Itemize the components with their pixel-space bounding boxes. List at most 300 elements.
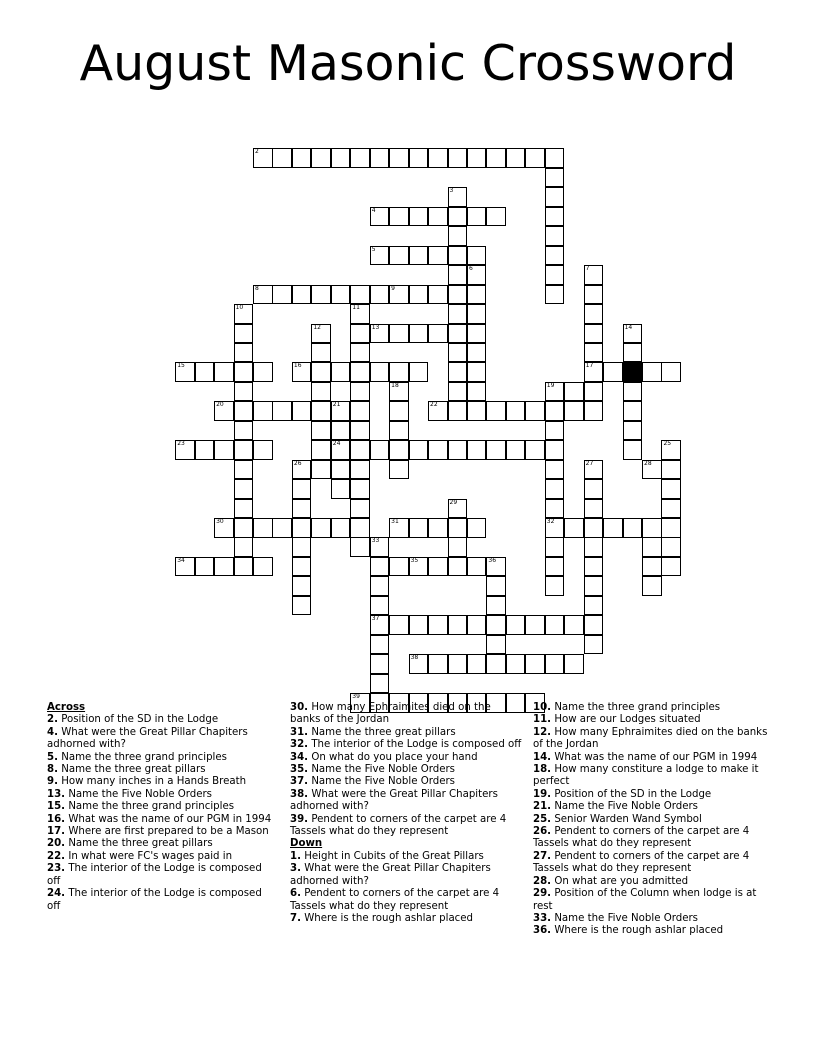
crossword-cell[interactable] [545,382,565,402]
crossword-cell[interactable] [642,362,662,382]
crossword-cell[interactable] [389,421,409,441]
crossword-cell[interactable] [389,557,409,577]
crossword-cell[interactable] [350,440,370,460]
crossword-cell[interactable] [525,615,545,635]
crossword-cell[interactable] [370,246,390,266]
clue-number: 12 [313,323,321,331]
crossword-cell[interactable] [234,479,254,499]
crossword-cell[interactable] [253,148,273,168]
crossword-cell[interactable] [389,518,409,538]
crossword-cell[interactable] [661,362,681,382]
crossword-cell[interactable] [467,654,487,674]
crossword-cell[interactable] [409,285,429,305]
crossword-cell[interactable] [409,518,429,538]
clue-number: 9 [391,284,395,292]
crossword-cell[interactable] [331,479,351,499]
crossword-cell[interactable] [448,226,468,246]
crossword-cell[interactable] [234,421,254,441]
crossword-cell[interactable] [545,148,565,168]
crossword-cell[interactable] [486,148,506,168]
crossword-cell[interactable] [292,596,312,616]
crossword-cell[interactable] [661,479,681,499]
crossword-cell[interactable] [389,440,409,460]
crossword-cell[interactable] [389,324,409,344]
crossword-cell[interactable] [467,324,487,344]
clue-item-number: 21. [533,801,552,813]
crossword-cell[interactable] [448,187,468,207]
crossword-cell[interactable] [311,421,331,441]
crossword-cell[interactable] [486,576,506,596]
crossword-cell[interactable] [331,148,351,168]
crossword-cell[interactable] [467,440,487,460]
crossword-cell[interactable] [623,382,643,402]
crossword-cell[interactable] [389,148,409,168]
crossword-cell[interactable] [584,499,604,519]
crossword-cell[interactable] [467,207,487,227]
crossword-cell[interactable] [448,518,468,538]
crossword-cell[interactable] [311,324,331,344]
crossword-cell[interactable] [234,499,254,519]
crossword-cell[interactable] [603,362,623,382]
crossword-cell[interactable] [370,557,390,577]
crossword-cell[interactable] [370,596,390,616]
crossword-cell[interactable] [234,440,254,460]
crossword-cell[interactable] [486,615,506,635]
crossword-cell[interactable] [661,518,681,538]
crossword-cell[interactable] [195,362,215,382]
crossword-cell[interactable] [389,362,409,382]
crossword-cell[interactable] [448,324,468,344]
crossword-cell[interactable] [623,421,643,441]
crossword-cell[interactable] [311,401,331,421]
crossword-cell[interactable] [545,654,565,674]
crossword-cell[interactable] [584,265,604,285]
crossword-cell[interactable] [370,207,390,227]
crossword-cell[interactable] [545,285,565,305]
crossword-cell[interactable] [292,362,312,382]
crossword-cell[interactable] [292,537,312,557]
crossword-cell[interactable] [311,285,331,305]
crossword-cell[interactable] [428,148,448,168]
crossword-cell[interactable] [350,148,370,168]
crossword-cell[interactable] [234,460,254,480]
crossword-cell[interactable] [370,285,390,305]
crossword-cell[interactable] [214,518,234,538]
crossword-cell[interactable] [486,401,506,421]
crossword-cell[interactable] [331,518,351,538]
crossword-cell[interactable] [623,343,643,363]
crossword-cell[interactable] [584,382,604,402]
crossword-cell[interactable] [545,499,565,519]
crossword-cell[interactable] [467,285,487,305]
crossword-cell[interactable] [428,246,448,266]
crossword-cell[interactable] [292,557,312,577]
crossword-cell[interactable] [214,401,234,421]
crossword-cell[interactable] [350,499,370,519]
crossword-cell[interactable] [350,401,370,421]
crossword-cell[interactable] [623,324,643,344]
clue-item-text: What was the name of our PGM in 1994 [68,813,272,825]
crossword-cell[interactable] [448,304,468,324]
crossword-cell[interactable] [331,401,351,421]
crossword-cell[interactable] [642,518,662,538]
crossword-cell[interactable] [661,557,681,577]
crossword-cell[interactable] [331,440,351,460]
crossword-cell[interactable] [175,362,195,382]
crossword-cell[interactable] [311,460,331,480]
crossword-cell[interactable] [350,518,370,538]
crossword-cell[interactable] [525,148,545,168]
crossword-cell[interactable] [623,518,643,538]
crossword-cell[interactable] [545,207,565,227]
clue-number: 35 [410,556,419,564]
crossword-cell[interactable] [642,460,662,480]
crossword-cell[interactable] [409,615,429,635]
crossword-cell[interactable] [389,207,409,227]
across-header: Across [47,702,86,713]
crossword-cell[interactable] [448,343,468,363]
crossword-cell[interactable] [545,576,565,596]
crossword-cell[interactable] [370,537,390,557]
crossword-cell[interactable] [389,401,409,421]
crossword-cell[interactable] [370,674,390,694]
clue-item-number: 30. [290,702,309,713]
crossword-cell[interactable] [409,440,429,460]
crossword-cell[interactable] [584,343,604,363]
crossword-cell[interactable] [467,557,487,577]
crossword-cell[interactable] [234,324,254,344]
crossword-cell[interactable] [311,382,331,402]
crossword-cell[interactable] [292,285,312,305]
crossword-cell[interactable] [584,401,604,421]
crossword-cell[interactable] [409,148,429,168]
crossword-cell[interactable] [564,615,584,635]
crossword-cell[interactable] [584,615,604,635]
crossword-cell[interactable] [545,168,565,188]
crossword-cell[interactable] [234,401,254,421]
crossword-cell[interactable] [467,401,487,421]
clue-number: 14 [624,323,633,331]
crossword-cell[interactable] [370,654,390,674]
crossword-cell[interactable] [584,324,604,344]
crossword-cell[interactable] [642,576,662,596]
clue-item-text: Name the three grand principles [68,801,235,813]
crossword-cell[interactable] [370,635,390,655]
crossword-cell[interactable] [486,557,506,577]
crossword-cell[interactable] [467,518,487,538]
clue-number: 32 [546,518,555,525]
crossword-cell[interactable] [506,615,526,635]
crossword-cell[interactable] [253,362,273,382]
crossword-cell[interactable] [214,362,234,382]
crossword-cell[interactable] [272,148,292,168]
crossword-cell[interactable] [292,576,312,596]
crossword-cell[interactable] [350,285,370,305]
clue-item-text: Name the three great pillars [68,838,213,850]
crossword-cell[interactable] [272,285,292,305]
crossword-cell[interactable] [545,246,565,266]
crossword-cell[interactable] [467,382,487,402]
crossword-cell[interactable] [448,265,468,285]
clue-item-text: How many constiture a lodge to make it perfect [533,764,759,788]
crossword-cell[interactable] [467,304,487,324]
clue-item [290,851,522,863]
clue-item-number: 32. [290,739,309,751]
crossword-cell[interactable] [234,362,254,382]
crossword-cell[interactable] [292,460,312,480]
clue-item-text: The interior of the Lodge is composed off [47,888,262,912]
crossword-cell[interactable] [272,401,292,421]
crossword-cell[interactable] [642,537,662,557]
clue-item-text: Where are first prepared to be a Mason [68,826,269,838]
crossword-cell[interactable] [486,596,506,616]
crossword-cell[interactable] [234,518,254,538]
crossword-cell[interactable] [389,460,409,480]
crossword-cell[interactable] [292,401,312,421]
crossword-cell[interactable] [428,557,448,577]
clue-number: 31 [391,518,399,525]
crossword-cell[interactable] [545,557,565,577]
crossword-cell[interactable] [311,362,331,382]
crossword-cell[interactable] [623,401,643,421]
crossword-cell[interactable] [448,615,468,635]
crossword-cell[interactable] [428,440,448,460]
crossword-cell[interactable] [370,440,390,460]
crossword-cell[interactable] [370,324,390,344]
crossword-cell[interactable] [486,440,506,460]
crossword-cell[interactable] [448,537,468,557]
crossword-cell[interactable] [292,148,312,168]
crossword-cell[interactable] [253,518,273,538]
crossword-cell[interactable] [584,362,604,382]
crossword-cell[interactable] [584,460,604,480]
crossword-cell[interactable] [584,285,604,305]
crossword-cell[interactable] [350,324,370,344]
crossword-cell[interactable] [584,596,604,616]
clue-item-text: Name the three great pillars [61,764,206,776]
crossword-cell[interactable] [253,285,273,305]
crossword-cell[interactable] [525,654,545,674]
crossword-cell[interactable] [350,537,370,557]
crossword-cell[interactable] [545,265,565,285]
clue-item-text: Name the Five Noble Orders [311,776,455,788]
crossword-cell[interactable] [525,440,545,460]
clue-item-text: Position of the Column when lodge is at rest [533,888,757,912]
crossword-cell[interactable] [428,518,448,538]
crossword-cell[interactable] [564,401,584,421]
crossword-cell[interactable] [564,654,584,674]
crossword-cell[interactable] [311,343,331,363]
crossword-cell[interactable] [545,518,565,538]
crossword-cell[interactable] [545,537,565,557]
crossword-cell[interactable] [584,304,604,324]
crossword-cell[interactable] [584,518,604,538]
crossword-cell[interactable] [272,518,292,538]
crossword-cell[interactable] [292,499,312,519]
crossword-cell[interactable] [448,285,468,305]
crossword-cell[interactable] [448,401,468,421]
crossword-cell[interactable] [389,615,409,635]
clue-item-number: 24. [47,888,66,900]
crossword-cell[interactable] [661,460,681,480]
crossword-cell[interactable] [370,615,390,635]
clue-item-number: 6. [290,888,301,900]
clue-item [290,764,522,776]
crossword-cell[interactable] [409,654,429,674]
crossword-cell[interactable] [370,576,390,596]
crossword-cell[interactable] [448,362,468,382]
clue-item [290,776,522,788]
crossword-cell[interactable] [350,343,370,363]
crossword-cell[interactable] [564,518,584,538]
crossword-cell[interactable] [448,382,468,402]
crossword-cell[interactable] [234,304,254,324]
clue-item-text: Pendent to corners of the carpet are 4 Tassels what do they represent [290,888,500,912]
crossword-cell[interactable] [234,343,254,363]
crossword-cell[interactable] [467,265,487,285]
crossword-cell[interactable] [467,343,487,363]
crossword-cell[interactable] [331,362,351,382]
crossword-cell[interactable] [545,401,565,421]
crossword-cell[interactable] [311,148,331,168]
clue-item-text: The interior of the Lodge is composed off [47,863,262,887]
crossword-cell[interactable] [584,537,604,557]
crossword-cell[interactable] [467,148,487,168]
crossword-cell[interactable] [506,440,526,460]
clue-number: 7 [585,265,590,273]
crossword-cell[interactable] [584,557,604,577]
crossword-cell[interactable] [409,324,429,344]
crossword-cell[interactable] [545,440,565,460]
crossword-cell[interactable] [486,635,506,655]
crossword-cell[interactable] [525,401,545,421]
clue-item-number: 38. [290,788,309,800]
crossword-cell[interactable] [584,479,604,499]
crossword-cell[interactable] [195,440,215,460]
crossword-cell[interactable] [311,440,331,460]
crossword-cell[interactable] [623,440,643,460]
crossword-cell[interactable] [545,421,565,441]
crossword-cell[interactable] [467,615,487,635]
crossword-cell[interactable] [448,557,468,577]
crossword-cell[interactable] [409,207,429,227]
clue-number: 19 [546,381,555,389]
clue-item-text: How many Ephraimites died on the banks of the Jordan [533,726,768,751]
crossword-cell[interactable] [370,362,390,382]
crossword-cell[interactable] [311,518,331,538]
crossword-cell[interactable] [409,362,429,382]
clue-item-number: 39. [290,813,309,825]
crossword-cell[interactable] [409,557,429,577]
crossword-cell[interactable] [506,654,526,674]
crossword-cell[interactable] [467,362,487,382]
crossword-cell[interactable] [506,401,526,421]
crossword-cell[interactable] [428,324,448,344]
crossword-cell[interactable] [545,187,565,207]
clue-item-text: Where is the rough ashlar placed [554,925,724,937]
crossword-cell[interactable] [409,246,429,266]
crossword-cell[interactable] [448,207,468,227]
crossword-cell[interactable] [428,207,448,227]
crossword-cell[interactable] [389,285,409,305]
crossword-cell[interactable] [234,382,254,402]
crossword-cell[interactable] [545,460,565,480]
crossword-cell[interactable] [195,557,215,577]
crossword-cell[interactable] [350,304,370,324]
clue-item-text: How are our Lodges situated [554,714,701,726]
crossword-cell[interactable] [661,499,681,519]
crossword-cell[interactable] [292,479,312,499]
crossword-cell[interactable] [292,518,312,538]
crossword-cell[interactable] [214,557,234,577]
crossword-cell[interactable] [331,460,351,480]
crossword-cell[interactable] [428,401,448,421]
clue-item [290,727,522,739]
crossword-cell[interactable] [545,615,565,635]
crossword-cell[interactable] [253,401,273,421]
crossword-cell[interactable] [370,148,390,168]
crossword-cell[interactable] [253,440,273,460]
crossword-cell[interactable] [506,148,526,168]
clue-number: 30 [216,518,224,525]
clue-number: 18 [391,381,399,389]
crossword-cell[interactable] [428,285,448,305]
crossword-cell[interactable] [564,382,584,402]
clue-item [47,863,277,888]
crossword-cell[interactable] [234,537,254,557]
crossword-cell[interactable] [661,440,681,460]
crossword-cell[interactable] [253,557,273,577]
crossword-cell[interactable] [331,285,351,305]
crossword-cell[interactable] [545,226,565,246]
crossword-cell[interactable] [350,460,370,480]
crossword-cell[interactable] [661,537,681,557]
crossword-cell[interactable] [350,362,370,382]
crossword-cell[interactable] [389,382,409,402]
crossword-cell[interactable] [448,654,468,674]
crossword-cell[interactable] [603,518,623,538]
crossword-cell[interactable] [545,479,565,499]
crossword-cell[interactable] [642,557,662,577]
clue-item-text: Name the three grand principles [554,702,721,713]
crossword-cell[interactable] [428,615,448,635]
crossword-block [623,362,643,382]
clue-number: 23 [177,440,185,448]
clue-number: 26 [293,459,302,467]
crossword-cell[interactable] [448,148,468,168]
crossword-cell[interactable] [331,421,351,441]
crossword-cell[interactable] [350,479,370,499]
crossword-cell[interactable] [350,421,370,441]
crossword-cell[interactable] [234,557,254,577]
crossword-cell[interactable] [389,246,409,266]
crossword-cell[interactable] [584,576,604,596]
crossword-cell[interactable] [448,246,468,266]
crossword-cell[interactable] [467,246,487,266]
crossword-cell[interactable] [214,440,234,460]
clue-number: 11 [352,304,360,312]
crossword-cell[interactable] [486,207,506,227]
crossword-cell[interactable] [448,440,468,460]
crossword-cell[interactable] [428,654,448,674]
crossword-cell[interactable] [175,557,195,577]
crossword-cell[interactable] [486,654,506,674]
crossword-cell[interactable] [350,382,370,402]
crossword-cell[interactable] [175,440,195,460]
crossword-cell[interactable] [584,635,604,655]
crossword-cell[interactable] [448,499,468,519]
clue-column-3 [533,702,768,938]
